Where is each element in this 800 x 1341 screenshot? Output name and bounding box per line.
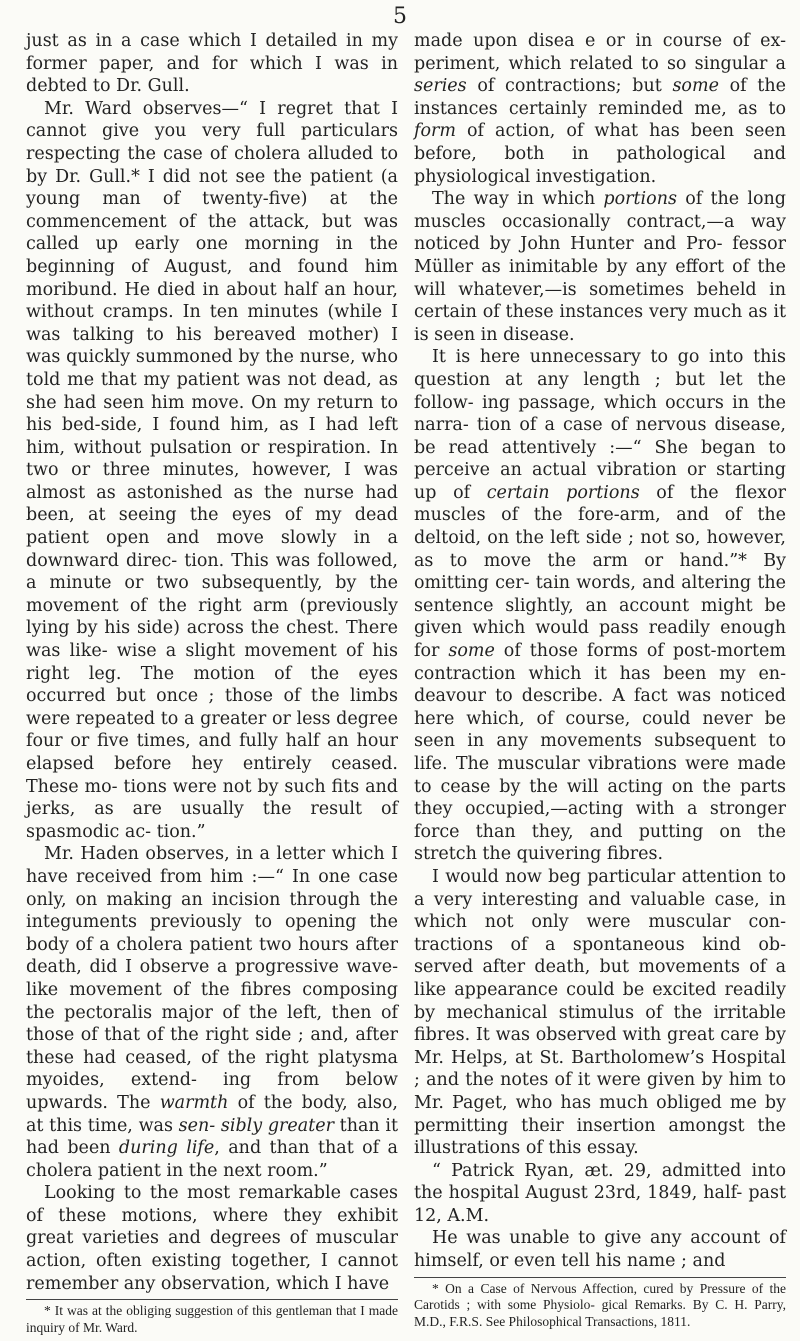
- paragraph: just as in a case which I detailed in my former paper, and for which I was in debted to Dr. Gull.: [26, 31, 398, 97]
- emphasis: series: [414, 76, 467, 97]
- left-column: [26, 30, 398, 1336]
- paragraph: He was unable to give any account of himself, or even tell his name ; and: [414, 1228, 786, 1272]
- text-run: It is here unnecessary to go into this question at any length ; but let the follow- ing passage, which occurs in the narra- tion of a case of nervous disease, be read attentively :—“ She began to perceive an actual vibration or starting up of: [414, 347, 786, 503]
- text-run: The way in which: [432, 189, 596, 210]
- text-run: of the instances certainly reminded me, as to: [414, 76, 786, 119]
- footnote: * It was at the obliging suggestion of this gentleman that I made inquiry of Mr. Ward.: [26, 1303, 398, 1335]
- emphasis: during life: [118, 1138, 215, 1159]
- page-number: 5: [393, 4, 407, 29]
- paragraph: “ Patrick Ryan, æt. 29, admitted into the hospital August 23rd, 1849, half- past 12, A.M.: [414, 1160, 786, 1226]
- emphasis: form: [414, 121, 456, 142]
- emphasis: sen- sibly greater: [178, 1115, 334, 1136]
- emphasis: some: [448, 641, 495, 662]
- footnote-rule: [26, 1299, 398, 1300]
- emphasis: portions: [603, 189, 677, 210]
- text-run: of the body, also, at this time, was: [26, 1092, 398, 1136]
- paragraph: Looking to the most remarkable cases of these motions, where they exhibit great varieties and degrees of muscular action, often existing together, I cannot remember any observation, which I have: [26, 1183, 398, 1294]
- emphasis: certain portions: [486, 482, 640, 503]
- footnote-rule: [414, 1277, 786, 1278]
- paragraph: [414, 188, 786, 346]
- paragraph: [414, 30, 786, 188]
- text-run: than it had been: [26, 1115, 398, 1159]
- right-column: [414, 30, 786, 1330]
- text-run: , and than that of a cholera patient in the next room.”: [26, 1138, 398, 1181]
- footnote: * On a Case of Nervous Affection, cured by Pressure of the Carotids ; with some Physiolo- gical Remarks. By C. H. Parry, M.D., F.R.S. See Philosophical Transactions, 1811.: [414, 1280, 786, 1329]
- paragraph: [26, 843, 398, 1182]
- emphasis: some: [672, 76, 719, 97]
- emphasis: warmth: [159, 1092, 229, 1113]
- paragraph: [414, 346, 786, 866]
- text-run: of action, of what has been seen before, both in pathological and physiological investigation.: [414, 121, 786, 187]
- text-run: of the long muscles occasionally contract,—a way noticed by John Hunter and Pro- fessor Müller as inimitable by any effort of the will whatever,—is sometimes beheld in certain of these instances very much as it is seen in disease.: [414, 189, 787, 345]
- paragraph: Mr. Ward observes—“ I regret that I cannot give you very full particulars respecting the case of cholera alluded to by Dr. Gull.* I did not see the patient (a young man of twenty-five) at the commencement of the attack, but was called up early one morning in the beginning of August, and found him moribund. He died in about half an hour, without cramps. In ten minutes (while I was talking to his bereaved mother) I was quickly summoned by the nurse, who told me that my patient was not dead, as she had seen him move. On my return to his bed-side, I found him, as I had left him, without pulsation or respiration. In two or three minutes, however, I was almost as astonished as the nurse had been, at seeing the eyes of my dead patient open and move slowly in a downward direc- tion. This was followed, a minute or two subsequently, by the movement of the right arm (previously lying by his side) across the chest. There was like- wise a slight movement of his right leg. The motion of the eyes occurred but once ; those of the limbs were repeated to a greater or less degree four or five times, and fully half an hour elapsed before hey entirely ceased. These mo- tions were not by such fits and jerks, as are usually the result of spasmodic ac- tion.”: [26, 98, 398, 842]
- text-run: made upon disea e or in course of ex- periment, which related to so singular a: [414, 31, 786, 74]
- text-run: of those forms of post-mortem contraction which it has been my en- deavour to describe. A fact was noticed here which, of course, could never be seen in any movements subsequent to life. The muscular vibrations were made to cease by the will acting on the parts they occupied,—acting with a stronger force than they, and putting on the stretch the quivering fibres.: [414, 641, 786, 865]
- text-run: Mr. Haden observes, in a letter which I have received from him :—“ In one case only, on making an incision through the integuments previously to opening the body of a cholera patient two hours after death, did I observe a progressive wave-like movement of the fibres composing the pectoralis major of the left, then of those of that of the right side ; and, after these had ceased, of the right platysma myoides, extend- ing from below upwards. The: [26, 844, 398, 1113]
- text-run: of the flexor muscles of the fore-arm, and of the deltoid, on the left side ; not so, however, as to move the arm or hand.”* By omitting cer- tain words, and altering the sentence slightly, an account might be given which would pass readily enough for: [414, 482, 786, 662]
- paragraph: I would now beg particular attention to a very interesting and valuable case, in which not only were muscular con- tractions of a spontaneous kind ob- served after death, but movements of a like appearance could be excited readily by mechanical stimulus of the irritable fibres. It was observed with great care by Mr. Helps, at St. Bartholomew’s Hospital ; and the notes of it were given by him to Mr. Paget, who has much obliged me by permitting their insertion amongst the illustrations of this essay.: [414, 866, 786, 1159]
- text-run: of contractions; but: [477, 76, 662, 97]
